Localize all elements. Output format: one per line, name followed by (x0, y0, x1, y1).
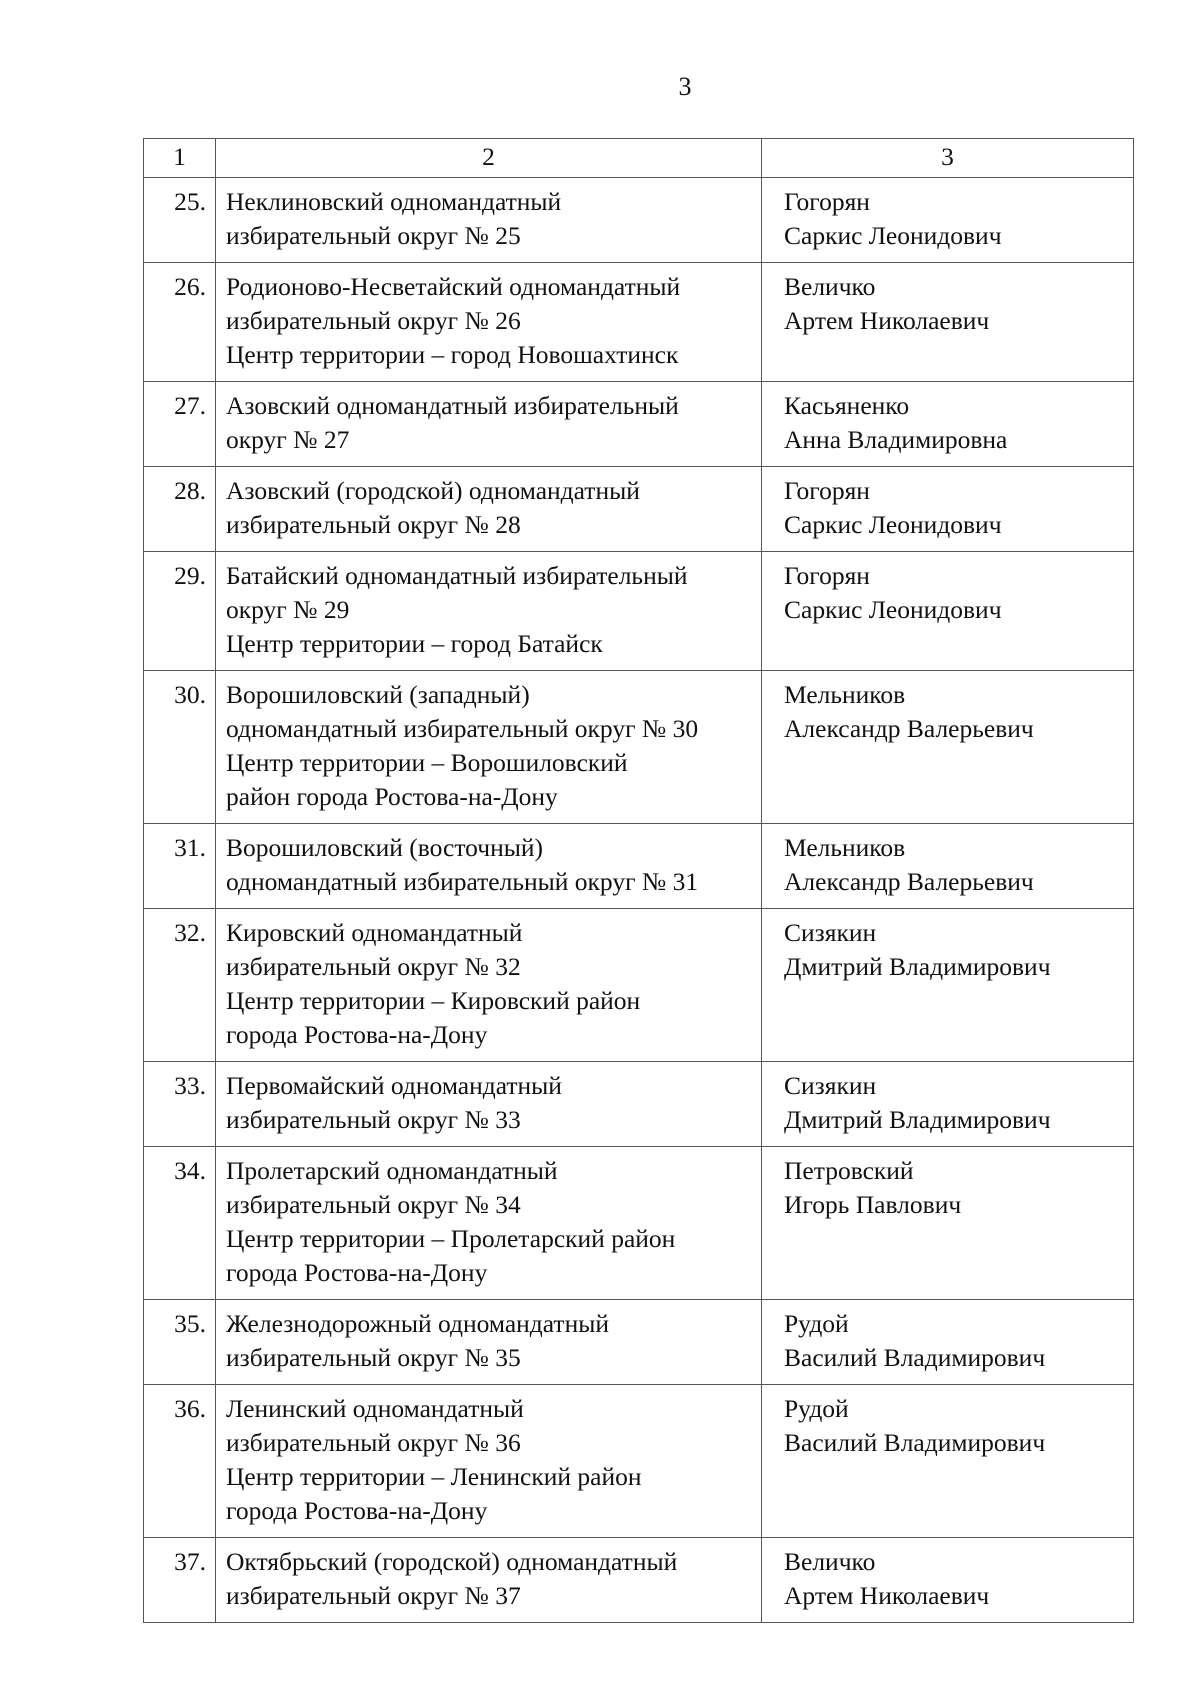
district-line: одномандатный избирательный округ № 31 (226, 867, 699, 896)
district-line: Центр территории – Ворошиловский (226, 748, 628, 777)
district-line: Первомайский одномандатный (226, 1071, 562, 1100)
district-cell (216, 1300, 762, 1385)
row-number: 25. (144, 178, 216, 263)
person-given-names: Саркис Леонидович (784, 595, 1002, 624)
row-number: 32. (144, 909, 216, 1062)
row-number: 31. (144, 824, 216, 909)
table-row (144, 1538, 1134, 1623)
district-cell (216, 467, 762, 552)
column-header-number: 1 (144, 139, 216, 178)
district-line: избирательный округ № 26 (226, 306, 521, 335)
row-number: 30. (144, 671, 216, 824)
column-header-person: 3 (762, 139, 1134, 178)
person-cell (762, 467, 1134, 552)
person-cell (762, 178, 1134, 263)
district-cell (216, 263, 762, 382)
person-surname: Величко (784, 272, 876, 301)
person-cell (762, 1385, 1134, 1538)
person-given-names: Артем Николаевич (784, 1581, 990, 1610)
row-number: 35. (144, 1300, 216, 1385)
district-line: Ворошиловский (западный) (226, 680, 530, 709)
person-cell (762, 1062, 1134, 1147)
district-line: города Ростова-на-Дону (226, 1020, 488, 1049)
district-line: избирательный округ № 25 (226, 221, 521, 250)
person-cell (762, 909, 1134, 1062)
person-given-names: Александр Валерьевич (784, 714, 1034, 743)
table-row (144, 467, 1134, 552)
person-given-names: Василий Владимирович (784, 1343, 1046, 1372)
person-given-names: Игорь Павлович (784, 1190, 962, 1219)
person-surname: Касьяненко (784, 391, 910, 420)
person-surname: Сизякин (784, 1071, 877, 1100)
row-number: 26. (144, 263, 216, 382)
district-line: Ворошиловский (восточный) (226, 833, 543, 862)
person-surname: Сизякин (784, 918, 877, 947)
table-row (144, 1385, 1134, 1538)
district-cell (216, 1385, 762, 1538)
district-line: Центр территории – город Батайск (226, 629, 603, 658)
table-row (144, 1147, 1134, 1300)
person-cell (762, 1538, 1134, 1623)
row-number: 27. (144, 382, 216, 467)
table-body (144, 178, 1134, 1623)
person-cell (762, 1300, 1134, 1385)
district-line: избирательный округ № 32 (226, 952, 521, 981)
district-cell (216, 1147, 762, 1300)
district-line: города Ростова-на-Дону (226, 1496, 488, 1525)
district-line: Центр территории – Ленинский район (226, 1462, 642, 1491)
row-number: 34. (144, 1147, 216, 1300)
person-given-names: Анна Владимировна (784, 425, 1008, 454)
row-number: 28. (144, 467, 216, 552)
table-row (144, 382, 1134, 467)
districts-table (143, 138, 1134, 1623)
district-line: одномандатный избирательный округ № 30 (226, 714, 699, 743)
district-cell (216, 1062, 762, 1147)
person-surname: Гогорян (784, 476, 870, 505)
row-number: 36. (144, 1385, 216, 1538)
person-surname: Величко (784, 1547, 876, 1576)
person-surname: Гогорян (784, 187, 870, 216)
district-line: округ № 27 (226, 425, 350, 454)
district-cell (216, 909, 762, 1062)
person-surname: Петровский (784, 1156, 914, 1185)
table-row (144, 1062, 1134, 1147)
row-number: 37. (144, 1538, 216, 1623)
person-given-names: Саркис Леонидович (784, 221, 1002, 250)
table-row (144, 671, 1134, 824)
district-line: избирательный округ № 34 (226, 1190, 521, 1219)
person-surname: Гогорян (784, 561, 870, 590)
table-row (144, 909, 1134, 1062)
district-line: Центр территории – Пролетарский район (226, 1224, 676, 1253)
district-line: округ № 29 (226, 595, 350, 624)
district-cell (216, 552, 762, 671)
district-line: Батайский одномандатный избирательный (226, 561, 688, 590)
district-line: Неклиновский одномандатный (226, 187, 562, 216)
person-given-names: Дмитрий Владимирович (784, 952, 1051, 981)
person-cell (762, 1147, 1134, 1300)
district-line: Азовский (городской) одномандатный (226, 476, 640, 505)
person-surname: Мельников (784, 833, 906, 862)
person-given-names: Василий Владимирович (784, 1428, 1046, 1457)
table-row (144, 178, 1134, 263)
person-surname: Рудой (784, 1394, 849, 1423)
column-header-district: 2 (216, 139, 762, 178)
table-row (144, 263, 1134, 382)
table-row (144, 552, 1134, 671)
district-line: Родионово-Несветайский одномандатный (226, 272, 681, 301)
district-line: Железнодорожный одномандатный (226, 1309, 609, 1338)
person-cell (762, 671, 1134, 824)
district-line: Пролетарский одномандатный (226, 1156, 558, 1185)
district-line: Октябрьский (городской) одномандатный (226, 1547, 678, 1576)
district-line: Азовский одномандатный избирательный (226, 391, 679, 420)
person-cell (762, 552, 1134, 671)
person-given-names: Александр Валерьевич (784, 867, 1034, 896)
table-row (144, 1300, 1134, 1385)
district-line: избирательный округ № 36 (226, 1428, 521, 1457)
district-line: избирательный округ № 33 (226, 1105, 521, 1134)
district-line: избирательный округ № 35 (226, 1343, 521, 1372)
district-cell (216, 382, 762, 467)
district-cell (216, 1538, 762, 1623)
district-cell (216, 178, 762, 263)
person-surname: Мельников (784, 680, 906, 709)
district-line: города Ростова-на-Дону (226, 1258, 488, 1287)
table-row (144, 824, 1134, 909)
row-number: 29. (144, 552, 216, 671)
district-line: Ленинский одномандатный (226, 1394, 524, 1423)
district-line: Кировский одномандатный (226, 918, 523, 947)
row-number: 33. (144, 1062, 216, 1147)
district-line: избирательный округ № 37 (226, 1581, 521, 1610)
person-given-names: Дмитрий Владимирович (784, 1105, 1051, 1134)
page-number: 3 (678, 72, 692, 101)
person-given-names: Саркис Леонидович (784, 510, 1002, 539)
district-cell (216, 671, 762, 824)
person-cell (762, 382, 1134, 467)
person-given-names: Артем Николаевич (784, 306, 990, 335)
person-cell (762, 824, 1134, 909)
person-cell (762, 263, 1134, 382)
district-cell (216, 824, 762, 909)
table-header-row (144, 139, 1134, 178)
person-surname: Рудой (784, 1309, 849, 1338)
district-line: избирательный округ № 28 (226, 510, 521, 539)
district-line: район города Ростова-на-Дону (226, 782, 558, 811)
district-line: Центр территории – Кировский район (226, 986, 641, 1015)
district-line: Центр территории – город Новошахтинск (226, 340, 679, 369)
